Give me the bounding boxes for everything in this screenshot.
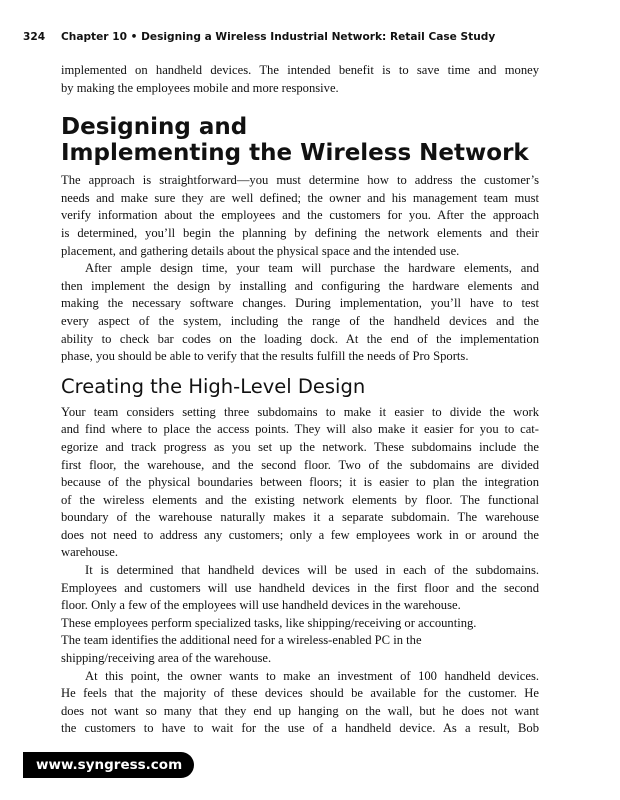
- text-line: It is determined that handheld devices will be used in each of the subdomains.: [85, 563, 539, 578]
- page-body: [61, 62, 539, 738]
- text-line: He feels that the majority of these devices should be available for the customer. He: [61, 686, 539, 701]
- text-line: needs and make sure they are well defined; the owner and his management team must: [61, 190, 539, 205]
- text-line: and find where to place the access points. They will also make it easier for you to cat-: [61, 422, 539, 437]
- text-line: shipping/receiving area of the warehouse.: [61, 651, 272, 666]
- section-heading-line: Designing and: [61, 114, 248, 141]
- text-line: because of the physical boundaries between floors; it is easier to plan the integration: [61, 475, 539, 490]
- text-line: placement, and gathering details about the physical space and the intended use.: [61, 243, 460, 258]
- text-line: first floor, the warehouse, and the second floor. Two of the subdomains are divided: [61, 457, 539, 472]
- website-url-badge[interactable]: www.syngress.com: [23, 752, 194, 778]
- text-line: The approach is straightforward—you must determine how to address the customer’s: [61, 173, 539, 188]
- text-line: of the wireless elements and the existing network elements by floor. The functional: [61, 492, 539, 507]
- paragraph: [61, 668, 539, 738]
- text-line: At this point, the owner wants to make an investment of 100 handheld devices.: [85, 668, 539, 683]
- intro-paragraph: [61, 62, 539, 97]
- text-line: making the necessary software changes. During implementation, you’ll have to test: [61, 296, 539, 311]
- paragraph: [61, 404, 539, 562]
- paragraph: [61, 172, 539, 260]
- chapter-title: Chapter 10 • Designing a Wireless Industrial Network: Retail Case Study: [61, 31, 496, 43]
- text-line: The team identifies the additional need for a wireless-enabled PC in the: [61, 633, 422, 648]
- text-line: by making the employees mobile and more responsive.: [61, 80, 339, 95]
- text-line: Employees and customers will use handheld devices in the first floor and the second: [61, 580, 539, 595]
- text-line: then implement the design by installing and configuring the hardware elements and: [61, 278, 539, 293]
- text-line: does not want so many that they end up hanging on the wall, but he does not want: [61, 703, 539, 718]
- text-line: Your team considers setting three subdomains to make it easier to divide the work: [61, 404, 539, 419]
- running-head: [23, 31, 603, 43]
- text-line: warehouse.: [61, 545, 118, 560]
- text-line: boundary of the warehouse naturally makes it a separate subdomain. The warehouse: [61, 510, 539, 525]
- text-line: is determined, you’ll begin the planning by defining the network elements and their: [61, 225, 539, 240]
- paragraph: [61, 562, 539, 668]
- text-line: floor. Only a few of the employees will use handheld devices in the warehouse.: [61, 598, 461, 613]
- section-heading: [61, 114, 539, 166]
- page-number: 324: [23, 31, 46, 43]
- text-line: the customers to have to wait for the use of a handheld device. As a result, Bob: [61, 721, 539, 736]
- text-line: After ample design time, your team will purchase the hardware elements, and: [85, 261, 539, 276]
- paragraph: [61, 260, 539, 366]
- text-line: does not need to address any customers; only a few employees work in or around the: [61, 527, 539, 542]
- section-heading-line: Implementing the Wireless Network: [61, 140, 529, 167]
- text-line: ability to check bar codes on the loading dock. At the end of the implementation: [61, 331, 539, 346]
- subsection-heading: Creating the High-Level Design: [61, 374, 366, 398]
- text-line: implemented on handheld devices. The intended benefit is to save time and money: [61, 63, 539, 77]
- text-line: These employees perform specialized tasks, like shipping/receiving or accounting.: [61, 615, 477, 630]
- text-line: phase, you should be able to verify that the results fulfill the needs of Pro Sports.: [61, 349, 469, 364]
- text-line: verify information about the employees and the customers for you. After the approach: [61, 208, 539, 223]
- text-line: egorize and track progress as you set up the network. These subdomains include the: [61, 439, 539, 454]
- text-line: every aspect of the system, including the range of the handheld devices and the: [61, 313, 539, 328]
